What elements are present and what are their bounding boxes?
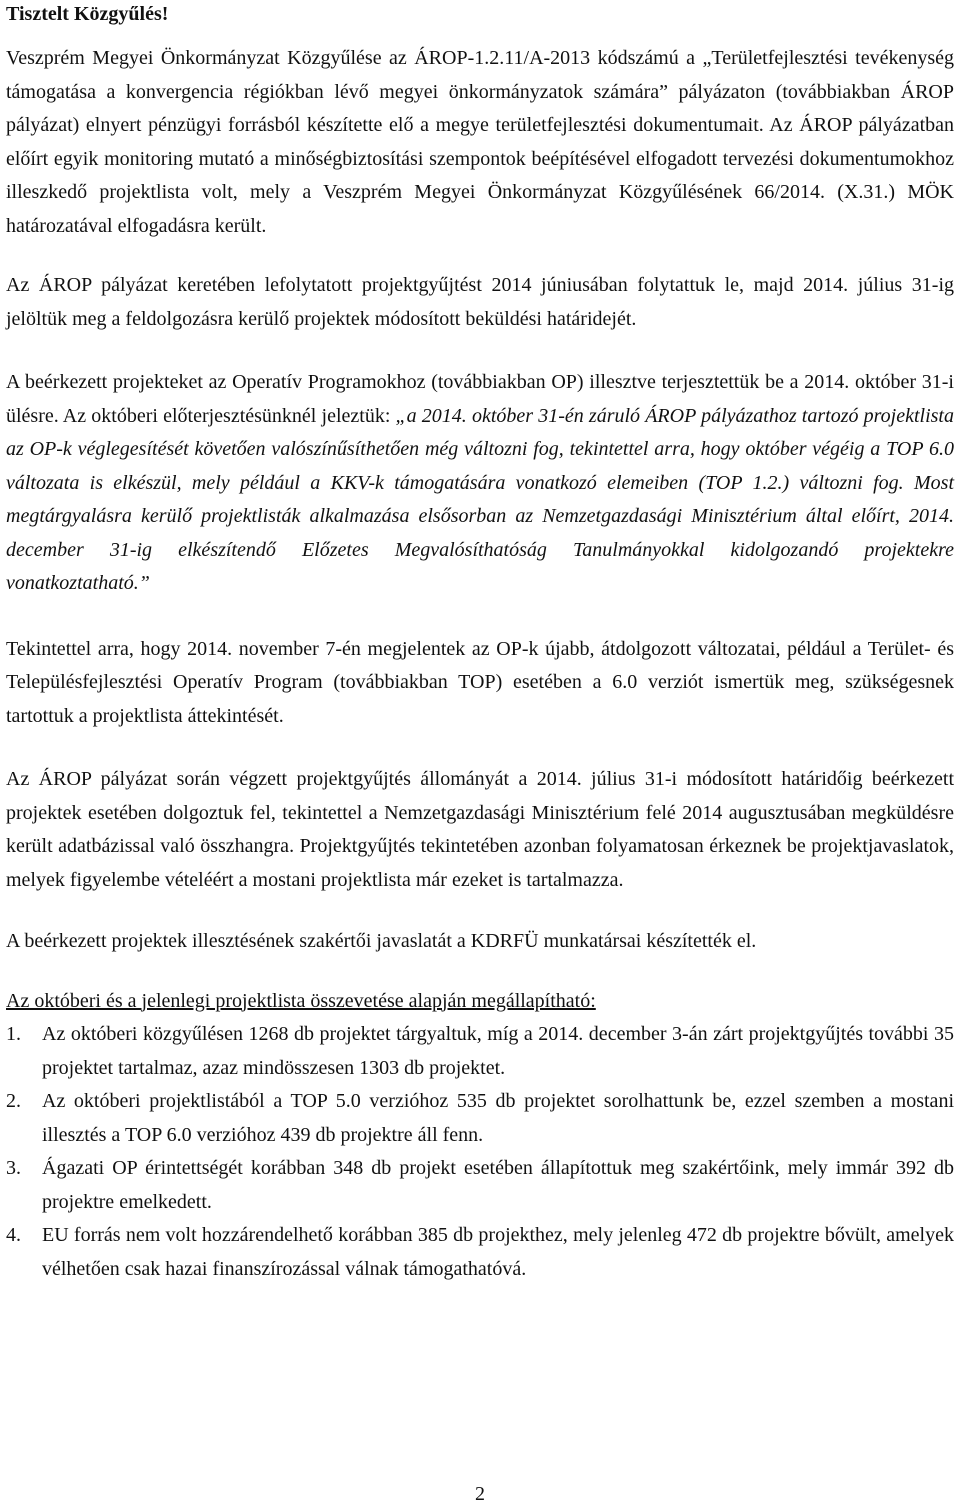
paragraph-october-submission bbox=[6, 366, 954, 601]
list-item bbox=[6, 1219, 954, 1286]
paragraph-october-quote: „a 2014. október 31-én záruló ÁROP pályázathoz tartozó projektlista az OP-k véglegesítését követően valószínűsíthetően még változni fog, tekintettel arra, hogy október végéig a TOP 6.0 változata is elkészül, mely például a KKV-k támogatására vonatkozó elemeiben (TOP 1.2.) változni fog. Most megtárgyalásra kerülő projektlisták alkalmazása elsősorban az Nemzetgazdasági Minisztérium által előírt, 2014. december 31-ig elkészítendő Előzetes Megvalósíthatóság Tanulmányokkal kidolgozandó projektekre vonatkoztatható.” bbox=[6, 404, 954, 594]
list-item-text: Ágazati OP érintettségét korábban 348 db projekt esetében állapítottuk meg szakértőink, mely immár 392 db projektre emelkedett. bbox=[42, 1157, 954, 1213]
list-item-number: 3. bbox=[6, 1157, 21, 1179]
paragraph-kdrfu: A beérkezett projektek illesztésének szakértői javaslatát a KDRFÜ munkatársai készítették el. bbox=[6, 930, 757, 952]
page-number: 2 bbox=[475, 1483, 485, 1505]
list-item-text: Az októberi közgyűlésen 1268 db projektet tárgyaltuk, míg a 2014. december 3-án zárt projektgyűjtés további 35 projektet tartalmaz, azaz mindösszesen 1303 db projektet. bbox=[42, 1023, 954, 1079]
list-item-text: EU forrás nem volt hozzárendelhető korábban 385 db projekthez, mely jelenleg 472 db projektre bővült, amelyek vélhetően csak hazai finanszírozással válnak támogathatóvá. bbox=[42, 1224, 954, 1280]
paragraph-october-normal: A beérkezett projekteket az Operatív Programokhoz (továbbiakban OP) illesztve terjesztettük be a 2014. október 31-i ülésre. Az októberi előterjesztésünknél jeleztük: bbox=[6, 371, 954, 427]
list-item-text: Az októberi projektlistából a TOP 5.0 verzióhoz 535 db projektet sorolhattunk be, ezzel szemben a mostani illesztés a TOP 6.0 verzióhoz 439 db projektre áll fenn. bbox=[42, 1090, 954, 1146]
page-title: Tisztelt Közgyűlés! bbox=[6, 3, 169, 25]
document-page bbox=[6, 0, 954, 1286]
list-item bbox=[6, 1018, 954, 1085]
findings-heading: Az októberi és a jelenlegi projektlista összevetése alapján megállapítható: bbox=[6, 989, 596, 1012]
paragraph-project-collection: Az ÁROP pályázat keretében lefolytatott projektgyűjtést 2014 júniusában folytattuk le, majd 2014. július 31-ig jelöltük meg a feldolgozásra kerülő projektek módosított beküldési határidejét. bbox=[6, 274, 954, 330]
list-item bbox=[6, 1152, 954, 1219]
paragraph-top-version: Tekintettel arra, hogy 2014. november 7-én megjelentek az OP-k újabb, átdolgozott változatai, például a Terület- és Településfejlesztési Operatív Program (továbbiakban TOP) esetében a 6.0 verziót ismertük meg, szükségesnek tartottuk a projektlista áttekintését. bbox=[6, 637, 954, 727]
findings-list bbox=[6, 1018, 954, 1286]
list-item-number: 4. bbox=[6, 1224, 21, 1246]
list-item bbox=[6, 1085, 954, 1152]
paragraph-intro: Veszprém Megyei Önkormányzat Közgyűlése az ÁROP-1.2.11/A-2013 kódszámú a „Területfejlesztési tevékenység támogatása a konvergencia régiókban lévő megyei önkormányzatok számára” pályázaton (továbbiakban ÁROP pályázat) elnyert pénzügyi forrásból készítette elő a megye területfejlesztési dokumentumait. Az ÁROP pályázatban előírt egyik monitoring mutató a minőségbiztosítási szempontok beépítésével elfogadott tervezési dokumentumokhoz illeszkedő projektlista volt, mely a Veszprém Megyei Önkormányzat Közgyűlésének 66/2014. (X.31.) MÖK határozatával elfogadásra került. bbox=[6, 47, 954, 237]
list-item-number: 1. bbox=[6, 1023, 21, 1045]
paragraph-database: Az ÁROP pályázat során végzett projektgyűjtés állományát a 2014. július 31-i módosított határidőig beérkezett projektek esetében dolgoztuk fel, tekintettel a Nemzetgazdasági Minisztérium felé 2014 augusztusában megküldésre került adatbázissal való összhangra. Projektgyűjtés tekintetében azonban folyamatosan érkeznek be projektjavaslatok, melyek figyelembe vételéért a mostani projektlista már ezeket is tartalmazza. bbox=[6, 768, 954, 891]
list-item-number: 2. bbox=[6, 1090, 21, 1112]
